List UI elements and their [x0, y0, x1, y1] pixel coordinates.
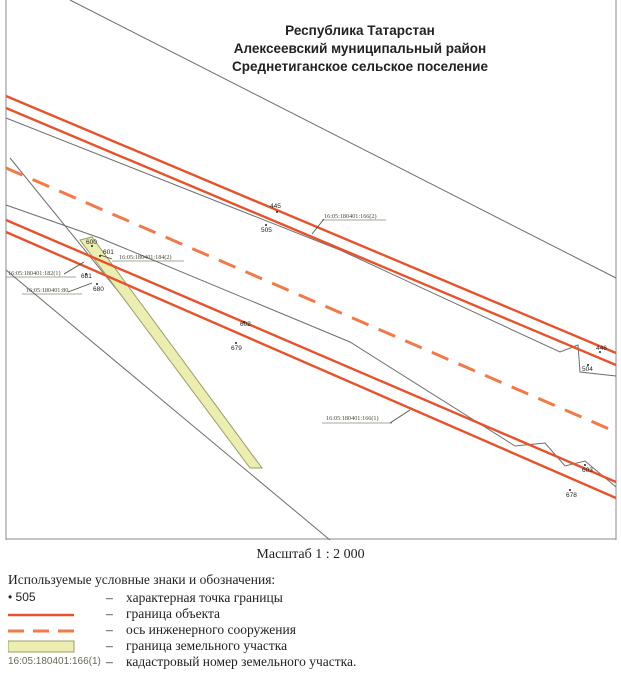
point-label-603: 603	[582, 467, 593, 474]
title-district: Алексеевский муниципальный район	[233, 41, 487, 56]
point-label-600: 600	[86, 239, 97, 246]
point-label-678: 678	[566, 492, 577, 499]
legend-desc-engineering-axis: ось инженерного сооружения	[126, 622, 296, 637]
object-boundary-upper-a	[6, 96, 616, 353]
legend-desc-cadastral-number: кадастровый номер земельного участка.	[126, 654, 357, 669]
cadastral-label-166-1: 16:05:180401:166(1)	[326, 415, 379, 422]
parcel-line-bottom	[6, 270, 330, 540]
cadastral-label-166-2: 16:05:180401:166(2)	[324, 213, 377, 220]
boundary-point	[569, 489, 571, 491]
legend-dash: –	[106, 590, 113, 605]
boundary-point	[96, 283, 98, 285]
point-label-679: 679	[231, 345, 242, 352]
legend-desc-object-boundary: граница объекта	[126, 606, 221, 621]
object-boundary-upper-b	[6, 108, 616, 365]
legend-dash: –	[106, 654, 113, 669]
point-label-505: 505	[261, 227, 272, 234]
title-republic: Республика Татарстан	[285, 23, 435, 38]
object-boundary-lower-a	[6, 220, 616, 482]
point-label-680: 680	[93, 286, 104, 293]
cadastral-label-184-2: 16:05:180401:184(2)	[119, 254, 172, 261]
legend-dash: –	[106, 638, 113, 653]
boundary-point	[276, 211, 278, 213]
map-title	[210, 22, 510, 76]
map-scale: Масштаб 1 : 2 000	[256, 547, 365, 562]
boundary-point	[99, 255, 101, 257]
legend-cadastral-sample: 16:05:180401:166(1)	[8, 656, 101, 667]
point-label-446: 446	[596, 345, 607, 352]
cadastral-label-182-1: 16:05:180401:182(1)	[8, 270, 61, 277]
point-label-602: 602	[240, 321, 251, 328]
legend-symbol-cadastral-number	[8, 654, 101, 672]
legend-dash: –	[106, 606, 113, 621]
legend-desc-land-plot: граница земельного участка	[126, 638, 288, 653]
point-label-681: 681	[81, 273, 92, 280]
title-settlement: Среднетиганское сельское поселение	[232, 59, 488, 74]
point-label-445: 445	[270, 203, 281, 210]
leader-166-1	[390, 410, 410, 423]
engineering-axis-line	[6, 168, 616, 432]
object-boundary-lower-b	[6, 232, 616, 498]
legend-title: Используемые условные знаки и обозначения:	[8, 572, 276, 587]
boundary-point	[265, 224, 267, 226]
land-plot-strip	[80, 237, 262, 468]
leader-80	[68, 283, 92, 292]
point-label-504: 504	[582, 366, 593, 373]
boundary-point	[584, 464, 586, 466]
cadastral-label-80: 16:05:180401:80	[26, 287, 69, 294]
boundary-point	[235, 342, 237, 344]
legend-dash: –	[106, 622, 113, 637]
legend-desc-point: характерная точка границы	[126, 590, 283, 605]
legend-point-sample: • 505	[8, 590, 36, 604]
legend-row-cadastral-number	[8, 654, 608, 672]
point-label-601: 601	[103, 249, 114, 256]
